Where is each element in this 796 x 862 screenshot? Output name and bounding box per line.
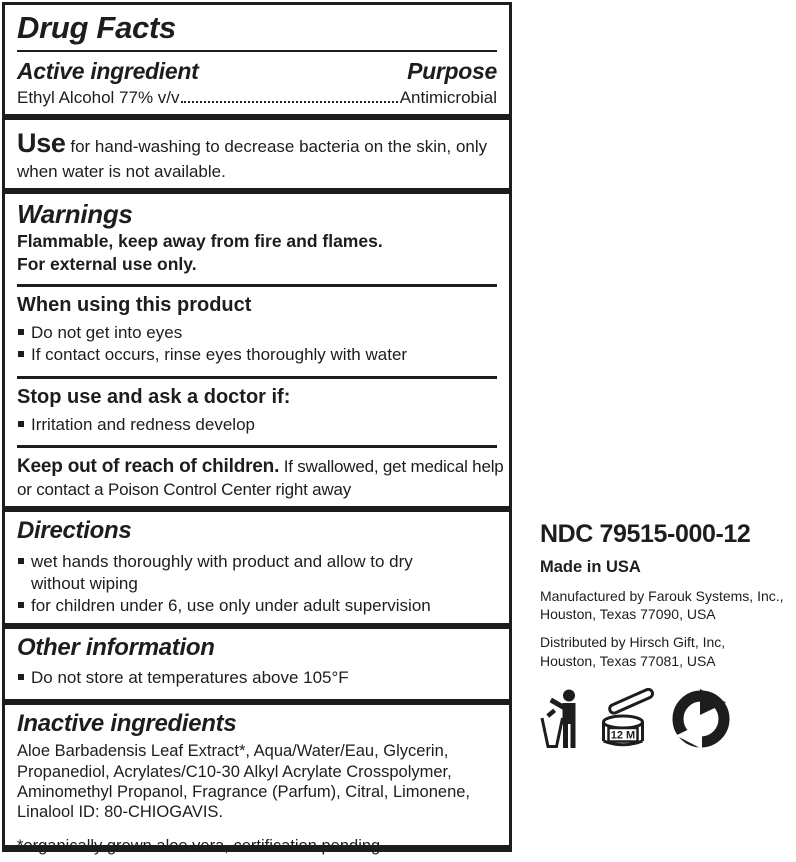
active-ingredient-heading: Active ingredient — [17, 58, 199, 84]
subsection-divider — [17, 284, 497, 287]
inactive-footnote: *organically grown aloe vera, certification pending — [17, 837, 381, 856]
distributor-info — [540, 633, 796, 669]
bullet-square-icon — [18, 674, 24, 680]
bullet-square-icon — [18, 351, 24, 357]
other-information-bullets — [17, 667, 497, 689]
when-using-bullets — [17, 322, 497, 366]
active-ingredient-name: Ethyl Alcohol 77% v/v — [17, 88, 180, 107]
keep-out-text: If swallowed, get medical help or contact a Poison Control Center right away — [17, 456, 504, 499]
other-information-heading: Other information — [17, 634, 215, 662]
section-other-information — [5, 629, 509, 699]
tidyman-icon — [540, 688, 584, 750]
list-item — [17, 551, 497, 595]
made-in-usa: Made in USA — [540, 558, 641, 576]
distributor-line: Houston, Texas 77081, USA — [540, 652, 716, 669]
bullet-text: If contact occurs, rinse eyes thoroughly with water — [31, 345, 408, 365]
section-inactive-ingredients — [5, 705, 509, 862]
use-text: for hand-washing to decrease bacteria on the skin, only when water is not available. — [17, 137, 488, 181]
title-divider — [17, 50, 497, 52]
section-warnings — [5, 194, 509, 506]
pao-duration-label: 12 M — [610, 729, 636, 742]
warnings-external-line: For external use only. — [17, 253, 197, 274]
when-using-heading: When using this product — [17, 294, 252, 317]
bullet-square-icon — [18, 602, 24, 608]
pao-12m-icon — [598, 686, 656, 750]
list-item — [17, 667, 497, 689]
use-heading: Use — [17, 128, 66, 158]
section-use — [5, 120, 509, 188]
side-panel — [540, 520, 796, 750]
purpose-value: Antimicrobial — [399, 88, 497, 107]
packaging-icons-row — [540, 686, 796, 750]
warnings-heading: Warnings — [17, 199, 133, 229]
list-item — [17, 344, 497, 366]
warnings-flammable-line: Flammable, keep away from fire and flames. — [17, 231, 383, 251]
drug-facts-title: Drug Facts — [17, 10, 176, 45]
stop-use-heading: Stop use and ask a doctor if: — [17, 385, 291, 408]
directions-heading: Directions — [17, 517, 132, 544]
leader-dots — [181, 101, 398, 103]
inactive-ingredients-text: Aloe Barbadensis Leaf Extract*, Aqua/Water/Eau, Glycerin, Propanediol, Acrylates/C10-30 Alkyl Acrylate Crosspolymer, Aminomethyl Propanol, Fragrance (Parfum), Citral, Limonene, Linalool ID: 80-CHIOGAVIS. — [17, 742, 471, 822]
purpose-heading: Purpose — [407, 58, 497, 84]
directions-bullets — [17, 551, 497, 617]
section-directions — [5, 512, 509, 623]
manufacturer-info — [540, 587, 796, 623]
bullet-square-icon — [18, 421, 24, 427]
manufacturer-line: Manufactured by Farouk Systems, Inc., — [540, 588, 784, 604]
subsection-divider — [17, 376, 497, 379]
stop-use-bullets — [17, 414, 497, 436]
bullet-square-icon — [18, 558, 24, 564]
drug-facts-panel — [2, 2, 512, 856]
bullet-square-icon — [18, 329, 24, 335]
bullet-text: Irritation and redness develop — [31, 414, 255, 434]
green-dot-icon — [670, 688, 732, 750]
subsection-divider — [17, 445, 497, 448]
list-item — [17, 322, 497, 344]
manufacturer-line: Houston, Texas 77090, USA — [540, 606, 716, 623]
list-item — [17, 595, 497, 617]
bullet-text: Do not store at temperatures above 105°F — [31, 668, 349, 688]
list-item — [17, 414, 497, 436]
keep-out-heading: Keep out of reach of children. — [17, 455, 280, 477]
inactive-ingredients-heading: Inactive ingredients — [17, 710, 237, 738]
section-header — [5, 5, 509, 114]
bullet-text: Do not get into eyes — [31, 323, 183, 343]
ndc-number: NDC 79515-000-12 — [540, 520, 751, 548]
distributor-line: Distributed by Hirsch Gift, Inc, — [540, 634, 726, 651]
bullet-text: for children under 6, use only under adult supervision — [31, 596, 431, 616]
bullet-text: wet hands thoroughly with product and allow to dry without wiping — [31, 552, 413, 594]
